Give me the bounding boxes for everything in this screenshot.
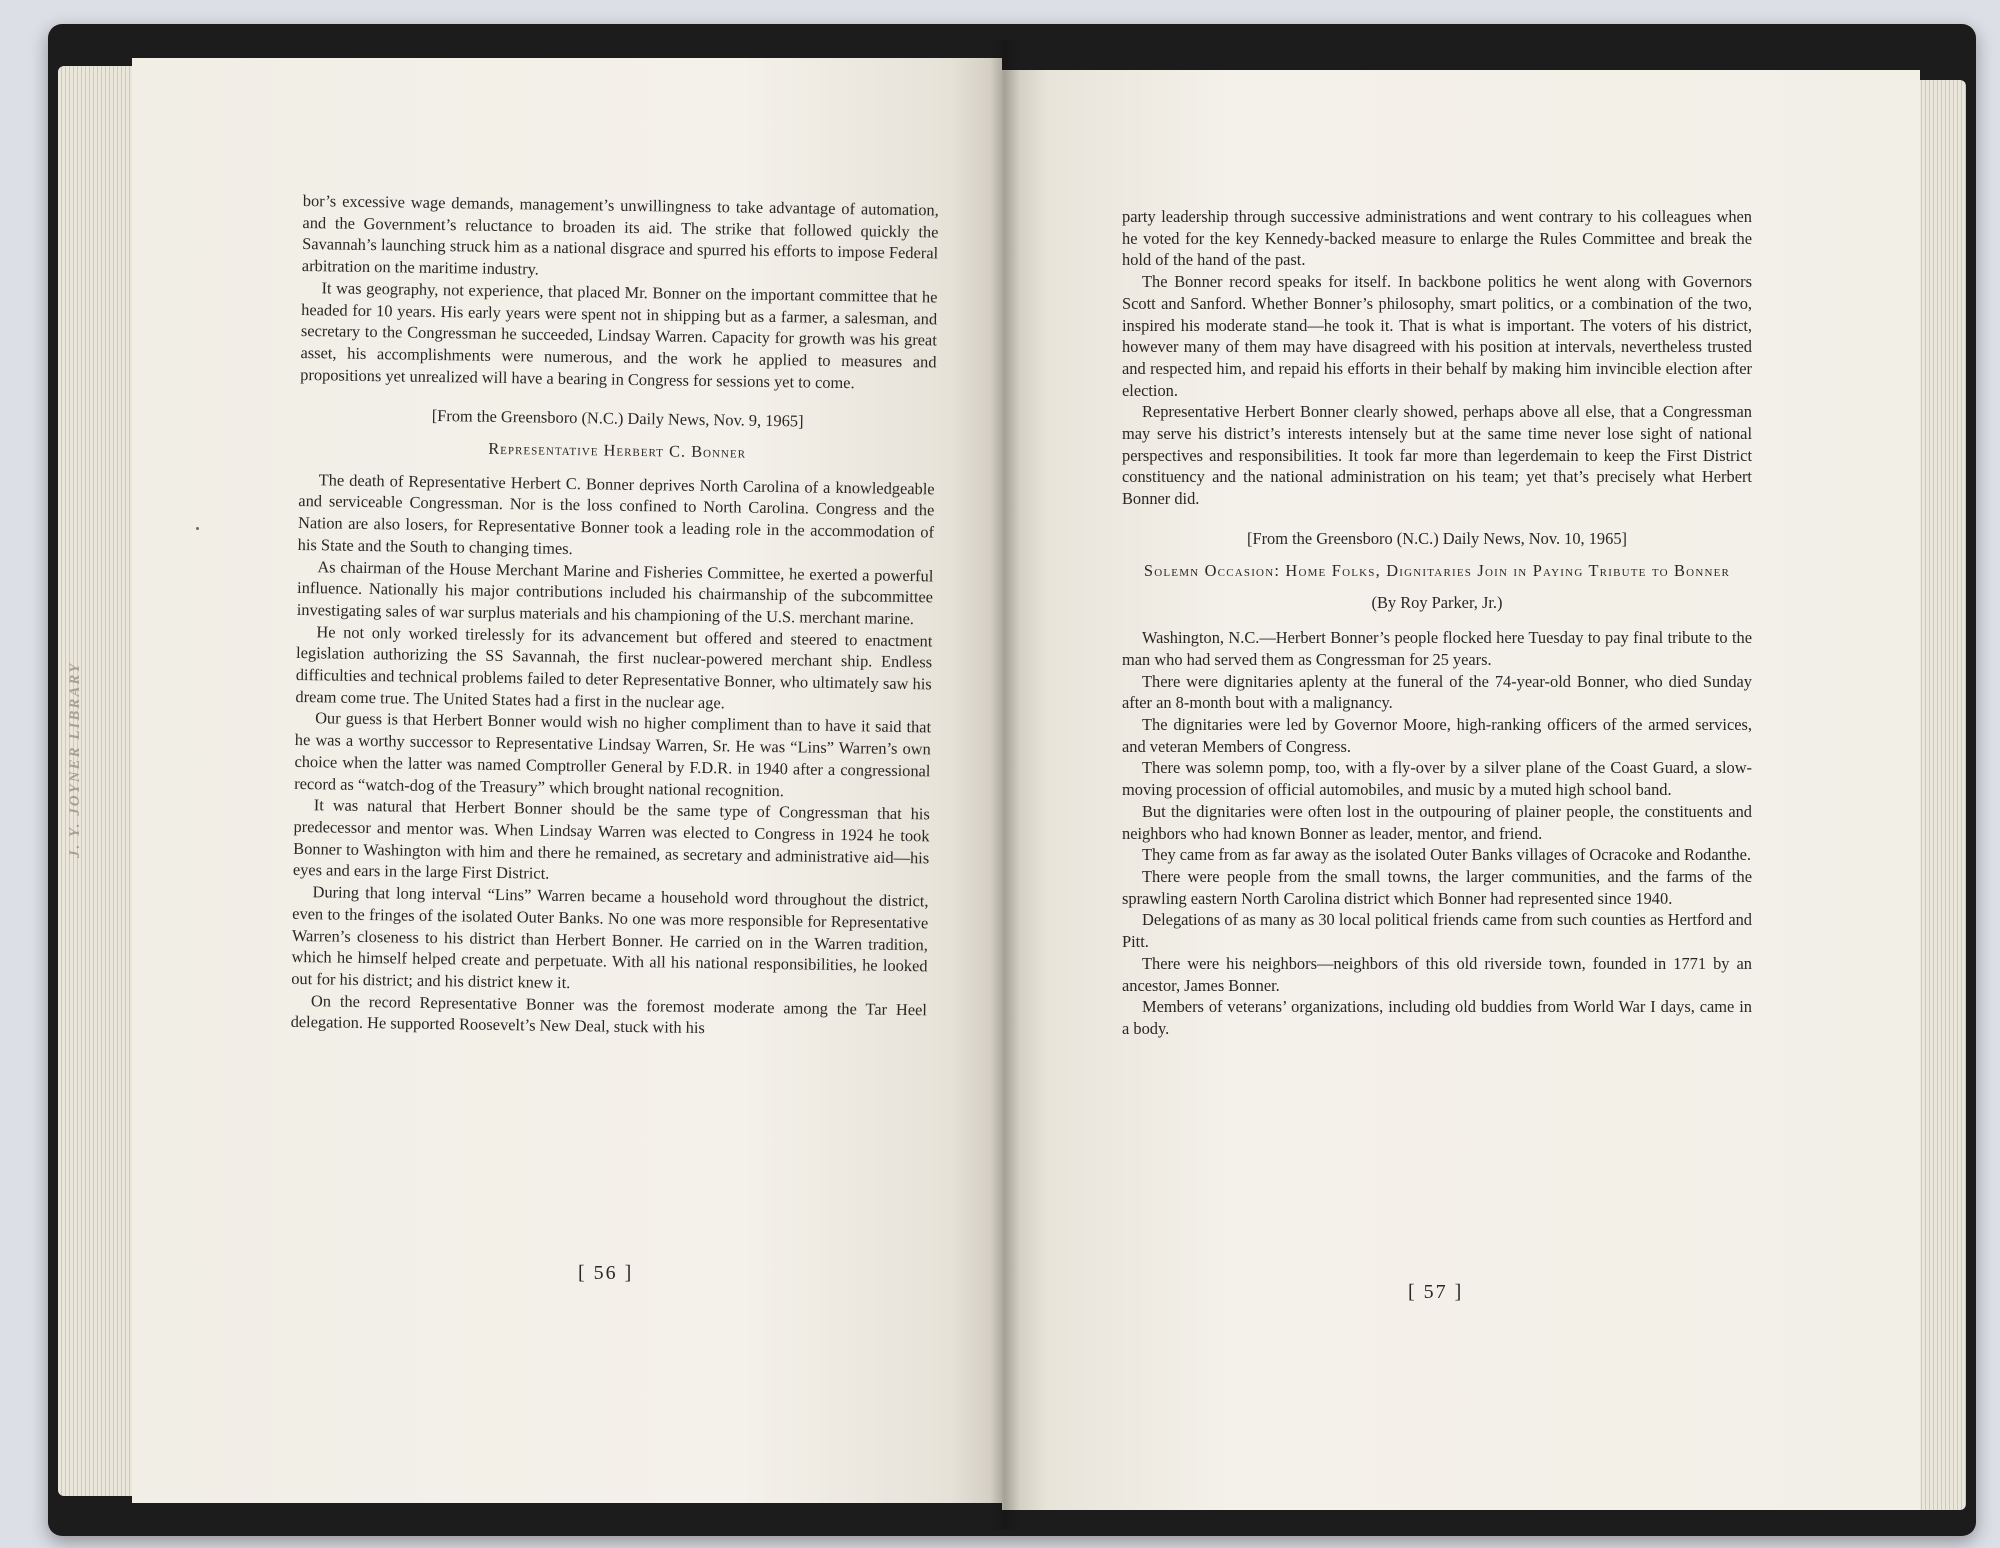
paragraph: Delegations of as many as 30 local political friends came from such counties as Hertford and Pitt.	[1122, 910, 1752, 952]
paragraph: But the dignitaries were often lost in the outpouring of plainer people, the constituents and neighbors who had known Bonner as leader, mentor, and friend.	[1122, 801, 1752, 843]
paragraph: The dignitaries were led by Governor Moore, high-ranking officers of the armed services, and veteran Members of Congress.	[1122, 715, 1752, 756]
byline: (By Roy Parker, Jr.)	[1371, 592, 1503, 612]
article-heading: Solemn Occasion: Home Folks, Dignitaries Join in Paying Tribute to Bonner	[1143, 560, 1731, 580]
paragraph: There were dignitaries aplenty at the funeral of the 74-year-old Bonner, who died Sunday after an 8-month bout with a malignancy.	[1122, 671, 1752, 713]
paragraph: It was natural that Herbert Bonner should be the same type of Congressman that his predecessor and mentor was. When Lindsay Warren was elected to Congress in 1924 he took Bonner to Washington with him and there he remained, as secretary and administrative aid—his eyes and ears in the large First District.	[292, 795, 930, 884]
page-edges-right	[1918, 80, 1966, 1510]
paragraph: There were people from the small towns, the larger communities, and the farms of the sprawling eastern North Carolina district which Bonner had represented since 1940.	[1122, 866, 1752, 908]
left-page-text	[290, 190, 938, 1042]
paper-speck	[196, 527, 199, 530]
page-number: [ 57 ]	[1408, 1281, 1464, 1303]
library-stamp: J. Y. JOYNER LIBRARY	[67, 661, 83, 858]
paragraph: During that long interval “Lins” Warren became a household word throughout the district, even to the fringes of the isolated Outer Banks. No one was more responsible for Representative Warren’s closeness to his district than Herbert Bonner. He carried on in the Warren tradition, which he himself helped create and perpetuate. With all his national responsibilities, he looked out for his district; and his district knew it.	[291, 882, 929, 992]
paragraph: bor’s excessive wage demands, management’s unwillingness to take advantage of automation, and the Government’s reluctance to broaden its aid. The strike that followed quickly the Savannah’s launching struck him as a national disgrace and spurred his efforts to impose Federal arbitration on the maritime industry.	[301, 190, 939, 279]
paragraph: party leadership through successive administrations and went contrary to his colleagues when he voted for the key Kennedy-backed measure to enlarge the Rules Committee and break the hold of the hand of the past.	[1122, 207, 1752, 270]
source-citation: [From the Greensboro (N.C.) Daily News, Nov. 9, 1965]	[431, 406, 804, 431]
article-heading: Representative Herbert C. Bonner	[488, 438, 747, 462]
paragraph: Our guess is that Herbert Bonner would wish no higher compliment than to have it said that he was a worthy successor to Representative Lindsay Warren, Sr. He was “Lins” Warren’s own choice when the latter was named Comptroller General by F.D.R. in 1940 after a congressional record as “watch-dog of the Treasury” which brought national recognition.	[294, 708, 932, 800]
right-page-text	[1122, 206, 1752, 1040]
paragraph: The death of Representative Herbert C. Bonner deprives North Carolina of a knowledgeable and serviceable Congressman. Nor is the loss confined to North Carolina. Congress and the Nation are also losers, for Representative Bonner took a leading role in the accommodation of his State and the South to changing times.	[297, 470, 935, 558]
paragraph: The Bonner record speaks for itself. In backbone politics he went along with Governors Scott and Sanford. Whether Bonner’s philosophy, smart politics, or a combination of the two, inspired his moderate stand—he took it. That is what is important. The voters of his district, however many of them may have disagreed with his position at intervals, nevertheless trusted and respected him, and repaid his efforts in their behalf by making him invincible election after election.	[1122, 272, 1752, 400]
source-citation: [From the Greensboro (N.C.) Daily News, Nov. 10, 1965]	[1247, 528, 1627, 548]
paragraph: Washington, N.C.—Herbert Bonner’s people flocked here Tuesday to pay final tribute to the man who had served them as Congressman for 25 years.	[1122, 628, 1752, 669]
paragraph: He not only worked tirelessly for its advancement but offered and steered to enactment legislation authorizing the SS Savannah, the first nuclear-powered merchant ship. Endless difficulties and technical problems failed to deter Representative Bonner, who ultimately saw his dream come true. The United States had a first in the nuclear age.	[295, 621, 933, 713]
paragraph: Representative Herbert Bonner clearly showed, perhaps above all else, that a Congressman may serve his district’s interests intensely but at the same time never lose sight of national perspectives and responsibilities. It took far more than legerdemain to keep the First District constituency and the national administration on his team; yet that’s precisely what Herbert Bonner did.	[1122, 402, 1752, 509]
paragraph: On the record Representative Bonner was the foremost moderate among the Tar Heel delegation. He supported Roosevelt’s New Deal, stuck with his	[290, 990, 928, 1038]
paragraph: As chairman of the House Merchant Marine and Fisheries Committee, he exerted a powerful influence. Nationally his major contributions included his chairmanship of the subcommittee investigating sales of war surplus materials and his championing of the U.S. merchant marine.	[296, 556, 934, 629]
paragraph: There was solemn pomp, too, with a fly-over by a silver plane of the Coast Guard, a slow-moving procession of official automobiles, and music by a muted high school band.	[1122, 758, 1752, 800]
page-number: [ 56 ]	[578, 1262, 634, 1284]
paragraph: It was geography, not experience, that placed Mr. Bonner on the important committee that he headed for 10 years. His early years were spent not in shipping but as a farmer, a salesman, and secretary to the Congressman he succeeded, Lindsay Warren. Capacity for growth was his great asset, his accomplishments were numerous, and the work he applied to measures and propositions yet unrealized will have a bearing in Congress for sessions yet to come.	[300, 278, 938, 392]
paragraph: They came from as far away as the isolated Outer Banks villages of Ocracoke and Rodanthe.	[1142, 845, 1751, 865]
book-gutter	[990, 40, 1020, 1530]
paragraph: Members of veterans’ organizations, including old buddies from World War I days, came in a body.	[1122, 997, 1752, 1038]
paragraph: There were his neighbors—neighbors of this old riverside town, founded in 1771 by an ancestor, James Bonner.	[1122, 953, 1752, 995]
